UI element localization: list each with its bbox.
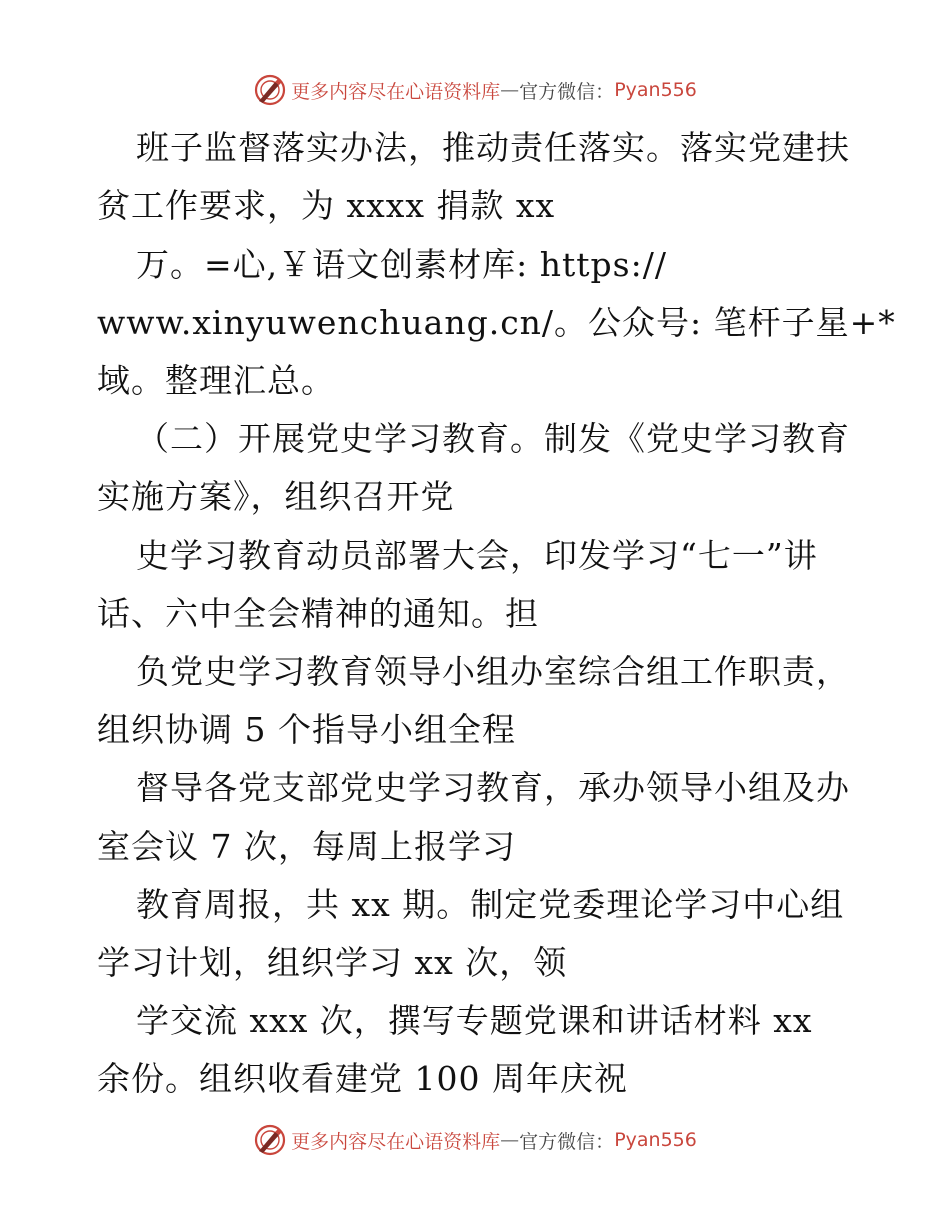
body-line: www.xinyuwenchuang.cn/。公众号: 笔杆子星+* bbox=[97, 303, 896, 342]
body-line: 学习计划，组织学习 xx 次，领 bbox=[97, 943, 568, 982]
body-line: 学交流 xxx 次，撰写专题党课和讲话材料 xx bbox=[136, 1001, 813, 1040]
footer-banner-text: 更多内容尽在心语资料库 bbox=[291, 1130, 501, 1153]
body-line: 史学习教育动员部署大会，印发学习“七一”讲 bbox=[136, 536, 818, 575]
body-line: 余份。组织收看建党 100 周年庆祝 bbox=[97, 1059, 628, 1098]
body-line: 域。整理汇总。 bbox=[97, 361, 335, 400]
pen-logo-icon bbox=[253, 1123, 287, 1157]
header-banner-wechat-label: 官方微信： bbox=[519, 80, 615, 103]
body-line: 负党史学习教育领导小组办室综合组工作职责， bbox=[136, 652, 850, 691]
body-line: 教育周报，共 xx 期。制定党委理论学习中心组 bbox=[136, 885, 845, 924]
body-line: 贫工作要求，为 xxxx 捐款 xx bbox=[97, 186, 556, 225]
body-line: 班子监督落实办法，推动责任落实。落实党建扶 bbox=[136, 128, 850, 167]
body-line: （二）开展党史学习教育。制发《党史学习教育 bbox=[136, 419, 850, 458]
footer-banner-wechat-id: Pyan556 bbox=[614, 1129, 697, 1151]
footer-banner-wechat-label: 官方微信： bbox=[519, 1130, 615, 1153]
header-banner-wechat-id: Pyan556 bbox=[614, 79, 697, 101]
body-line: 实施方案》，组织召开党 bbox=[97, 477, 455, 516]
body-line: 组织协调 5 个指导小组全程 bbox=[97, 710, 516, 749]
header-banner-text: 更多内容尽在心语资料库 bbox=[291, 80, 501, 103]
header-watermark-banner bbox=[0, 70, 950, 110]
footer-banner-separator: — bbox=[500, 1129, 520, 1151]
body-line: 室会议 7 次，每周上报学习 bbox=[97, 827, 516, 866]
footer-watermark-banner bbox=[0, 1120, 950, 1160]
body-line: 督导各党支部党史学习教育，承办领导小组及办 bbox=[136, 768, 850, 807]
pen-logo-icon bbox=[253, 73, 287, 107]
body-line: 万。=心,￥语文创素材库: https:// bbox=[136, 245, 667, 284]
body-line: 话、六中全会精神的通知。担 bbox=[97, 594, 539, 633]
header-banner-separator: — bbox=[500, 79, 520, 101]
